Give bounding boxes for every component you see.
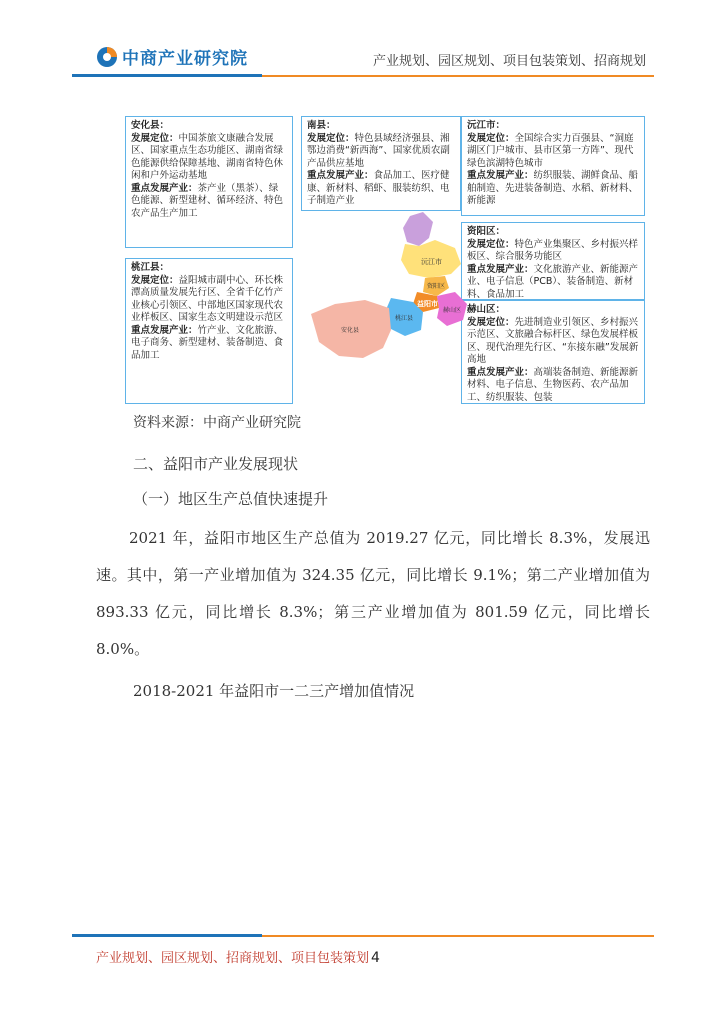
ziyang-ind: 文化旅游产业、新能源产业、电子信息（PCB）、装备制造、新材料、食品加工 <box>467 263 639 300</box>
taojiang-ind-label: 重点发展产业： <box>131 324 198 336</box>
taojiang-pos: 益阳城市副中心、环长株潭高质量发展先行区、全省千亿竹产业核心引领区、中部地区国家现代农业样板区、国家生态文明建设示范区 <box>131 274 284 323</box>
footer-text: 产业规划、园区规划、招商规划、项目包装策划 <box>96 951 370 966</box>
taojiang-pos-label: 发展定位： <box>131 274 179 286</box>
yiyang-map <box>305 208 475 378</box>
header-slogan: 产业规划、园区规划、项目包装策划、招商规划 <box>372 54 646 69</box>
subsection-title: （一）地区生产总值快速提升 <box>133 490 329 508</box>
anhua-ind-label: 重点发展产业： <box>131 182 198 194</box>
info-box-anhua <box>125 116 293 248</box>
yuanjiang-pos-label: 发展定位： <box>467 132 515 144</box>
chart-title: 2018-2021 年益阳市一二三产增加值情况 <box>133 682 415 700</box>
ziyang-name: 资阳区： <box>467 226 506 237</box>
figure-source-caption: 资料来源：中商产业研究院 <box>133 415 301 431</box>
footer-divider-blue <box>72 934 262 937</box>
header-divider-blue <box>72 74 262 77</box>
nanxian-ind: 食品加工、医疗健康、新材料、稻虾、服装纺织、电子制造产业 <box>307 170 450 206</box>
logo-icon <box>96 46 118 68</box>
ziyang-pos-label: 发展定位： <box>467 238 515 250</box>
taojiang-ind: 竹产业、文化旅游、电子商务、新型建材、装备制造、食品加工 <box>131 324 284 361</box>
nanxian-ind-label: 重点发展产业： <box>307 170 374 181</box>
info-box-heshan <box>461 300 645 404</box>
heshan-pos: 先进制造业引领区、乡村振兴示范区、文旅融合标杆区、绿色发展样板区、现代治理先行区、“东接东融”发展新高地 <box>467 316 639 365</box>
yuanjiang-ind-label: 重点发展产业： <box>467 170 534 181</box>
yuanjiang-ind: 纺织服装、湖鲜食品、船舶制造、先进装备制造、水稻、新材料、新能源 <box>467 170 639 206</box>
info-box-ziyang <box>461 222 645 300</box>
info-box-nanxian <box>301 116 461 211</box>
ziyang-pos: 特色产业集聚区、乡村振兴样板区、综合服务功能区 <box>467 238 639 262</box>
heshan-pos-label: 发展定位： <box>467 316 515 328</box>
footer-divider-orange <box>262 935 654 937</box>
logo <box>96 44 248 69</box>
map-label-heshan: 赫山区 <box>443 307 462 314</box>
page-header <box>0 0 724 80</box>
info-box-taojiang <box>125 258 293 404</box>
logo-text: 中商产业研究院 <box>122 49 248 69</box>
anhua-pos-label: 发展定位： <box>131 132 179 144</box>
taojiang-name: 桃江县： <box>131 262 170 273</box>
yuanjiang-name: 沅江市： <box>467 120 506 131</box>
heshan-ind: 高端装备制造、新能源新材料、电子信息、生物医药、农产品加工、纺织服装、包装 <box>467 366 639 403</box>
map-label-taojiang: 桃江县 <box>395 315 414 322</box>
nanxian-pos-label: 发展定位： <box>307 132 355 144</box>
nanxian-name: 南县： <box>307 120 336 131</box>
section-title: 二、益阳市产业发展现状 <box>133 455 299 473</box>
gdp-paragraph: 2021 年，益阳市地区生产总值为 2019.27 亿元，同比增长 8.3%，发展迅速。其中，第一产业增加值为 324.35 亿元，同比增长 9.1%；第二产业增加值为 893.33 亿元，同比增长 8.3%；第三产业增加值为 801.59 亿元，同比增长 8.0%。 <box>96 529 650 658</box>
map-label-anhua: 安化县 <box>341 327 360 334</box>
anhua-ind: 茶产业（黑茶）、绿色能源、新型建材、循环经济、特色农产品生产加工 <box>131 182 284 219</box>
map-label-yiyang: 益阳市 <box>417 300 438 308</box>
ziyang-ind-label: 重点发展产业： <box>467 263 534 275</box>
header-divider-orange <box>262 75 654 77</box>
map-label-yuanjiang: 沅江市 <box>421 258 442 266</box>
nanxian-pos: 特色县域经济强县、湘鄂边消费“新西海”、国家优质农副产品供应基地 <box>307 132 450 169</box>
heshan-ind-label: 重点发展产业： <box>467 366 534 378</box>
map-region-nanxian <box>403 212 433 246</box>
heshan-name: 赫山区： <box>467 304 506 315</box>
page-footer <box>96 947 380 966</box>
yuanjiang-pos: 全国综合实力百强县、“洞庭湖区门户城市、县市区第一方阵”、现代绿色滨湖特色城市 <box>467 132 634 169</box>
county-positioning-figure <box>125 112 645 407</box>
info-box-yuanjiang <box>461 116 645 216</box>
anhua-pos: 中国茶旅文康融合发展区、国家重点生态功能区、湖南省绿色能源供给保障基地、湖南省特色休闲和户外运动基地 <box>131 132 284 181</box>
anhua-name: 安化县： <box>131 120 170 131</box>
map-label-ziyang: 资阳区 <box>427 283 446 290</box>
page-number: 4 <box>371 950 380 966</box>
